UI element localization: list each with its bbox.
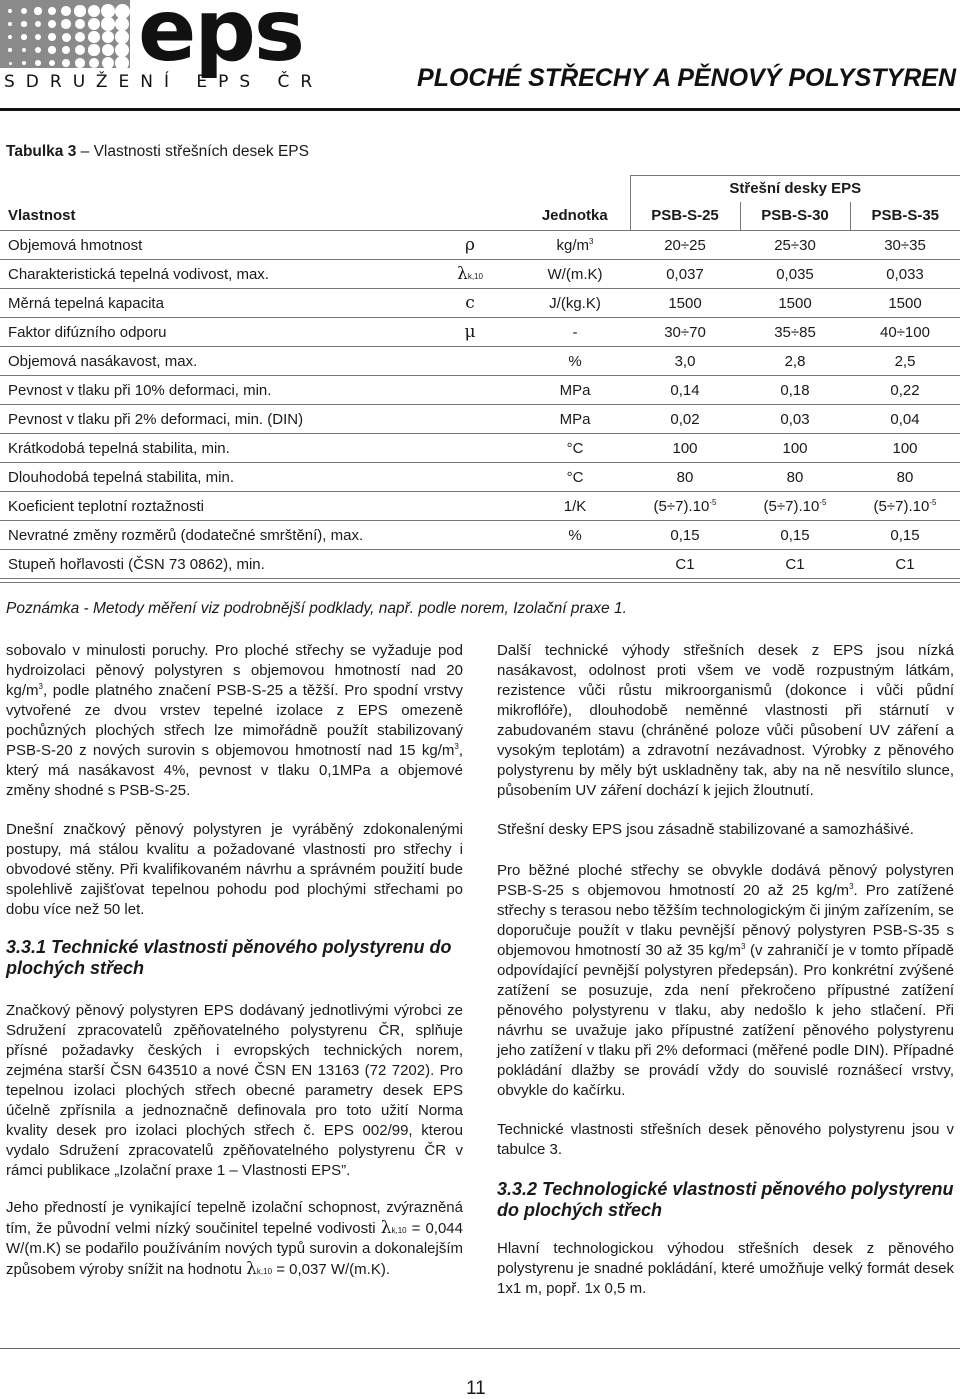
logo-subtitle: SDRUŽENÍ EPS ČR <box>4 72 324 92</box>
cell-psb-s-25: 100 <box>630 434 740 463</box>
cell-psb-s-25: 3,0 <box>630 347 740 376</box>
cell-unit: MPa <box>520 405 630 434</box>
logo-dot <box>34 7 41 14</box>
cell-psb-s-30: 0,18 <box>740 376 850 405</box>
table-group-row <box>0 176 960 202</box>
logo-dot <box>101 17 114 30</box>
header-rule <box>0 108 960 111</box>
logo-dot <box>8 9 13 14</box>
cell-symbol: c <box>420 289 520 318</box>
cell-psb-s-35: 80 <box>850 463 960 492</box>
col-header-unit: Jednotka <box>520 202 630 231</box>
cell-unit: % <box>520 347 630 376</box>
logo-dot <box>89 58 100 68</box>
left-paragraph-4: Jeho předností je vynikající tepelně izolační schopnost, zvýrazněná tím, že původní velmi nízký součinitel tepelné vodivosti λk,10 = 0,044 W/(m.K) se podařilo používáním nových typů surovin a dokonalejším způsobem výroby snížit na hodnotu λk,10 = 0,037 W/(m.K). <box>6 1199 463 1279</box>
logo-dot <box>115 56 128 68</box>
cell-symbol <box>420 434 520 463</box>
cell-psb-s-30: 0,15 <box>740 521 850 550</box>
table-row <box>0 376 960 405</box>
section-heading-3-3-1: 3.3.1 Technické vlastnosti pěnového polystyrenu do plochých střech <box>6 937 452 978</box>
logo-dot <box>21 8 27 14</box>
cell-psb-s-30: 0,03 <box>740 405 850 434</box>
cell-psb-s-25: C1 <box>630 550 740 579</box>
col-header-psb-s-30: PSB-S-30 <box>740 202 850 231</box>
logo-dot-grid <box>0 0 130 68</box>
cell-psb-s-25: 30÷70 <box>630 318 740 347</box>
logo-dot <box>48 20 56 28</box>
page-number: 11 <box>466 1378 486 1399</box>
logo-dot <box>75 58 85 68</box>
logo-dot <box>35 21 42 28</box>
right-paragraph-3: Pro běžné ploché střechy se obvykle dodává pěnový polystyren PSB-S-25 s objemovou hmotností 20 až 25 $kg/m^3$. Pro zatížené střechy s terasou nebo těžším technologickým či jiným zařízením, se doporučuje použít v tlaku pevnější pěnový polystyren PSB-S-35 s objemovou hmotností 30 až 35 $kg/m^3$ (v zahraničí je v tomto případě odpovídající pevnější polystyren předepsán). Pro konkrétní zvýšené zatížení se posuzuje, zda není překročeno přípustné zatížení pěnového polystyrenu v tlaku, aby nedošlo k jeho stlačení. Při návrhu se uvažuje jako přípustné zatížení pěnového polystyrenu jeho zatížení v tlaku při 2% deformaci (měřené podle DIN). Případné pokládání dlažby se provádí vždy do souvislé roznášecí vrstvy, obvykle do kačírku. <box>497 862 954 1099</box>
logo-dot <box>102 31 115 44</box>
logo-dot <box>101 4 115 18</box>
cell-property: Krátkodobá tepelná stabilita, min. <box>0 434 420 463</box>
cell-psb-s-30: 100 <box>740 434 850 463</box>
logo-dot <box>74 5 85 16</box>
table-row <box>0 492 960 521</box>
table-row <box>0 231 960 260</box>
group-header: Střešní desky EPS <box>630 176 960 202</box>
cell-symbol <box>420 463 520 492</box>
logo-dot <box>102 44 115 57</box>
cell-property: Objemová nasákavost, max. <box>0 347 420 376</box>
cell-property: Měrná tepelná kapacita <box>0 289 420 318</box>
left-paragraph-1: sobovalo v minulosti poruchy. Pro ploché střechy se vyžaduje pod hydroizolaci pěnový polystyren s objemovou hmotností nad 20 $kg/m^3$, podle platného značení PSB-S-25 a těžší. Pro spodní vrstvy vytvořené ze dvou vrstev tepelné izolace z EPS omezeně pochůzných plochých střech lze mimořádně použít stabilizovaný PSB-S-20 z nových surovin s objemovou hmotností nad 15 $kg/m^3$, který má nasákavost 4%, pevnost v tlaku 0,1MPa a objemové změny shodné s PSB-S-25. <box>6 642 463 799</box>
eps-logo <box>0 0 340 100</box>
cell-psb-s-25: 0,037 <box>630 260 740 289</box>
cell-psb-s-35: C1 <box>850 550 960 579</box>
page-title: PLOCHÉ STŘECHY A PĚNOVÝ POLYSTYREN <box>417 64 956 92</box>
cell-psb-s-35: $(5\div 7).10^{-5}$ <box>850 492 960 521</box>
logo-dot <box>102 57 114 68</box>
cell-property: Faktor difúzního odporu <box>0 318 420 347</box>
table-row <box>0 550 960 579</box>
lambda-symbol: λ <box>380 1218 392 1238</box>
cell-symbol: λk,10 <box>420 260 520 289</box>
table-row <box>0 434 960 463</box>
logo-dot <box>49 60 56 67</box>
col-header-psb-s-35: PSB-S-35 <box>850 202 960 231</box>
logo-dot <box>35 60 41 66</box>
cell-psb-s-35: 0,033 <box>850 260 960 289</box>
cell-psb-s-30: 0,035 <box>740 260 850 289</box>
logo-dot <box>62 33 71 42</box>
cell-symbol <box>420 405 520 434</box>
cell-unit: MPa <box>520 376 630 405</box>
cell-property: Charakteristická tepelná vodivost, max. <box>0 260 420 289</box>
properties-table <box>0 175 960 579</box>
table-note: Poznámka - Metody měření viz podrobnější podklady, např. podle norem, Izolační praxe 1. <box>6 600 627 617</box>
table-row <box>0 405 960 434</box>
logo-dot <box>61 19 70 28</box>
table-row <box>0 463 960 492</box>
logo-dot <box>9 62 12 65</box>
cell-psb-s-35: 40÷100 <box>850 318 960 347</box>
table-header-row <box>0 202 960 231</box>
cell-psb-s-30: C1 <box>740 550 850 579</box>
logo-word: eps <box>138 0 304 81</box>
cell-unit: 1/K <box>520 492 630 521</box>
cell-unit: J/(kg.K) <box>520 289 630 318</box>
cell-property: Stupeň hořlavosti (ČSN 73 0862), min. <box>0 550 420 579</box>
right-paragraph-2: Střešní desky EPS jsou zásadně stabilizované a samozhášivé. <box>497 821 914 838</box>
section-heading-3-3-2: 3.3.2 Technologické vlastnosti pěnového polystyrenu do plochých střech <box>497 1179 954 1220</box>
cell-psb-s-30: 1500 <box>740 289 850 318</box>
logo-dot <box>75 19 86 30</box>
cell-unit: W/(m.K) <box>520 260 630 289</box>
cell-unit: °C <box>520 463 630 492</box>
cell-psb-s-35: 2,5 <box>850 347 960 376</box>
cell-unit: % <box>520 521 630 550</box>
lambda-symbol: λ <box>246 1259 257 1279</box>
table-caption <box>6 143 309 161</box>
logo-dot <box>48 46 55 53</box>
cell-psb-s-25: 0,14 <box>630 376 740 405</box>
cell-symbol: ρ <box>420 231 520 260</box>
cell-psb-s-35: 0,15 <box>850 521 960 550</box>
cell-psb-s-35: 0,04 <box>850 405 960 434</box>
logo-dot <box>21 21 27 27</box>
cell-psb-s-25: 1500 <box>630 289 740 318</box>
cell-psb-s-30: 80 <box>740 463 850 492</box>
logo-dot <box>8 35 12 39</box>
table-row <box>0 318 960 347</box>
logo-dot <box>115 30 129 44</box>
logo-dot <box>62 59 70 67</box>
logo-dot <box>22 61 26 65</box>
cell-unit: - <box>520 318 630 347</box>
logo-dot <box>88 18 100 30</box>
logo-dot <box>48 33 56 41</box>
cell-psb-s-30: 35÷85 <box>740 318 850 347</box>
cell-psb-s-30: 25÷30 <box>740 231 850 260</box>
cell-symbol <box>420 376 520 405</box>
table-bottom-rule <box>0 582 960 583</box>
cell-property: Objemová hmotnost <box>0 231 420 260</box>
logo-dot <box>8 22 12 26</box>
cell-psb-s-25: 20÷25 <box>630 231 740 260</box>
cell-property: Koeficient teplotní roztažnosti <box>0 492 420 521</box>
logo-dot <box>8 48 11 51</box>
right-paragraph-5: Hlavní technologickou výhodou střešních desek z pěnového polystyrenu je snadné pokládání, které umožňuje velký formát desek 1x1 m, popř. 1x 0,5 m. <box>497 1240 954 1297</box>
logo-dot <box>22 48 27 53</box>
cell-psb-s-25: $(5\div 7).10^{-5}$ <box>630 492 740 521</box>
logo-dot <box>75 45 85 55</box>
cell-psb-s-25: 80 <box>630 463 740 492</box>
logo-dot <box>62 46 71 55</box>
logo-dot <box>35 47 41 53</box>
col-header-property: Vlastnost <box>0 202 420 231</box>
cell-symbol: μ <box>420 318 520 347</box>
table-row <box>0 289 960 318</box>
logo-dot <box>115 43 129 57</box>
logo-dot <box>88 5 100 17</box>
col-header-psb-s-25: PSB-S-25 <box>630 202 740 231</box>
cell-symbol <box>420 521 520 550</box>
cell-property: Pevnost v tlaku při 2% deformaci, min. (DIN) <box>0 405 420 434</box>
logo-dot <box>88 44 99 55</box>
left-paragraph-3: Značkový pěnový polystyren EPS dodávaný jednotlivými výrobci ze Sdružení zpracovatelů zpěňovatelného polystyrenu ČR, splňuje přísné požadavky českých i evropských technických norem, zejména starší ČSN 643510 a nové ČSN EN 13163 (72 7202). Pro tepelnou izolaci plochých střech obecné parametry desek EPS účelně zpřísnila a jednoznačně definovala pro toto užití Norma kvality desek pro izolaci plochých střech č. EPS 002/99, kterou vydalo Sdružení zpracovatelů zpěňovatelného polystyrenu ČR v rámci publikace „Izolační praxe 1 – Vlastnosti EPS”. <box>6 1002 463 1179</box>
table-row <box>0 260 960 289</box>
right-paragraph-4: Technické vlastnosti střešních desek pěnového polystyrenu jsou v tabulce 3. <box>497 1121 954 1158</box>
table-row <box>0 347 960 376</box>
logo-dot <box>48 7 57 16</box>
table-row <box>0 521 960 550</box>
cell-psb-s-30: 2,8 <box>740 347 850 376</box>
cell-unit <box>520 550 630 579</box>
cell-psb-s-35: 30÷35 <box>850 231 960 260</box>
cell-psb-s-25: 0,15 <box>630 521 740 550</box>
cell-psb-s-35: 0,22 <box>850 376 960 405</box>
logo-dot <box>75 32 85 42</box>
footer-rule <box>0 1348 960 1349</box>
cell-unit: $kg/m^3$ <box>520 231 630 260</box>
logo-dot <box>88 31 100 43</box>
right-paragraph-1: Další technické výhody střešních desek z EPS jsou nízká nasákavost, odolnost proti všem ve vodě rozpustným látkám, rezistence vůči růstu mikroorganismů (dokonce i vůči půdní mikroflóře), dlouhodobě neměnné vlastnosti při stárnutí v zabudovaném stavu (chráněné poloze vůči působení UV záření a vysokým teplotám) a zdravotní nezávadnost. Výrobky z pěnového polystyrenu by měly být uskladněny tak, aby na ně nesvítilo slunce, působením UV záření dochází k jejich žloutnutí. <box>497 642 954 799</box>
table-caption-text: – Vlastnosti střešních desek EPS <box>76 143 309 160</box>
cell-property: Dlouhodobá tepelná stabilita, min. <box>0 463 420 492</box>
logo-dot <box>61 6 71 16</box>
left-paragraph-2: Dnešní značkový pěnový polystyren je vyráběný zdokonalenými postupy, má stálou kvalitu a požadované vlastnosti pro střechy i obvodové stěny. Při kvalifikovaném návrhu a správném použití bude spolehlivě zajišťovat tepelnou pohodu pod plochými střechami po dobu více než 50 let. <box>6 821 463 918</box>
cell-psb-s-35: 100 <box>850 434 960 463</box>
logo-dot <box>21 34 26 39</box>
cell-property: Nevratné změny rozměrů (dodatečné smrštění), max. <box>0 521 420 550</box>
cell-symbol <box>420 347 520 376</box>
cell-psb-s-30: $(5\div 7).10^{-5}$ <box>740 492 850 521</box>
cell-symbol <box>420 550 520 579</box>
logo-dot <box>35 34 41 40</box>
cell-psb-s-25: 0,02 <box>630 405 740 434</box>
table-caption-label: Tabulka 3 <box>6 143 77 160</box>
cell-psb-s-35: 1500 <box>850 289 960 318</box>
cell-property: Pevnost v tlaku při 10% deformaci, min. <box>0 376 420 405</box>
cell-symbol <box>420 492 520 521</box>
cell-unit: °C <box>520 434 630 463</box>
